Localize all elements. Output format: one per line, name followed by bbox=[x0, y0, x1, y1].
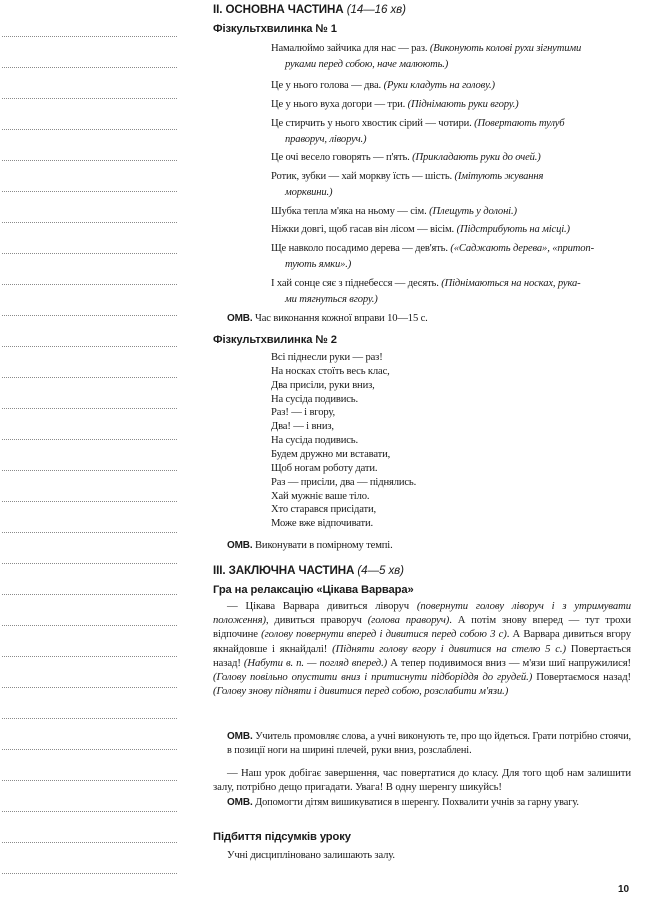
note-line bbox=[2, 625, 177, 626]
game-instruction: (повернути голову ліворуч і з утримувати положення) bbox=[213, 600, 631, 627]
exercise-text: Це стирчить у нього хвостик сірий — чотири. bbox=[271, 118, 475, 129]
fiz1-line bbox=[285, 58, 448, 71]
exercise-instruction: (Піднімаються на носках, рука- bbox=[441, 278, 581, 289]
exercise-instruction: (Піднімають руки вгору.) bbox=[407, 99, 519, 110]
note-line bbox=[2, 346, 177, 347]
game-text: Повертається назад! bbox=[213, 642, 631, 669]
note-line bbox=[2, 36, 177, 37]
omv-note-2 bbox=[227, 539, 393, 552]
note-line bbox=[2, 160, 177, 161]
poem-line: На сусіда подивись. bbox=[271, 393, 358, 405]
fiz1-line bbox=[285, 133, 366, 146]
section-heading-main bbox=[213, 3, 406, 16]
fiz1-line bbox=[271, 151, 541, 164]
note-line bbox=[2, 470, 177, 471]
exercise-text: Це очі весело говорять — п'ять. bbox=[271, 152, 413, 163]
note-line bbox=[2, 67, 177, 68]
omv-label: ОМВ. bbox=[227, 731, 253, 742]
subheading-fiz2: Фізкультхвилинка № 2 bbox=[213, 334, 337, 346]
game-text: А тепер подивимося вниз — м'язи шиї напружилися! bbox=[387, 656, 631, 669]
note-line bbox=[2, 873, 177, 874]
game-instruction: (голова праворуч) bbox=[367, 614, 450, 627]
poem-line: Всі піднесли руки — раз! bbox=[271, 352, 383, 363]
exercise-instruction: (Прикладають руки до очей.) bbox=[412, 152, 541, 163]
fiz1-line bbox=[271, 242, 594, 255]
poem-line: Два присіли, руки вниз, bbox=[271, 379, 375, 391]
note-line bbox=[2, 129, 177, 130]
note-line bbox=[2, 594, 177, 595]
note-line bbox=[2, 408, 177, 409]
section-title: III. ЗАКЛЮЧНА ЧАСТИНА bbox=[213, 564, 355, 577]
exercise-text: Це у нього голова — два. bbox=[271, 80, 384, 91]
game-instruction: (голову повернути вперед і дивитися перед собою 3 с) bbox=[261, 628, 507, 641]
note-line bbox=[2, 780, 177, 781]
note-line bbox=[2, 501, 177, 502]
omv-label: ОМВ. bbox=[227, 313, 253, 324]
fiz1-line bbox=[271, 98, 519, 111]
closing-paragraph: — Наш урок добігає завершення, час повертатися до класу. Для того щоб нам залишити залу, потрібно дещо пригадати. Увага! В одну шеренгу шикуйсь! bbox=[213, 767, 631, 794]
subheading-game: Гра на релаксацію «Цікава Варвара» bbox=[213, 584, 414, 596]
game-text: Повертаємося назад! bbox=[532, 671, 631, 684]
exercise-instruction: руками перед собою, наче малюють.) bbox=[285, 59, 449, 70]
notes-margin bbox=[0, 0, 180, 900]
omv-note-3 bbox=[227, 730, 631, 757]
note-line bbox=[2, 284, 177, 285]
fiz1-line bbox=[271, 277, 581, 290]
subheading-fiz1: Фізкультхвилинка № 1 bbox=[213, 23, 337, 35]
exercise-instruction: (Плещуть у долоні.) bbox=[429, 206, 517, 217]
exercise-text: Ніжки довгі, щоб гасав він лісом — вісім. bbox=[271, 224, 457, 235]
fiz1-line bbox=[285, 186, 332, 199]
poem-line: Два! — і вниз, bbox=[271, 421, 334, 433]
poem-line: Раз! — і вгору, bbox=[271, 407, 335, 419]
section-heading-final bbox=[213, 564, 404, 577]
exercise-instruction: (Підстрибують на місці.) bbox=[456, 224, 570, 235]
omv-label: ОМВ. bbox=[227, 540, 253, 551]
game-instruction: (Голову знову підняти і дивитися перед собою, розслабити м'язи.) bbox=[213, 685, 509, 698]
omv-note-1 bbox=[227, 312, 428, 325]
note-line bbox=[2, 563, 177, 564]
note-line bbox=[2, 191, 177, 192]
fiz1-line bbox=[271, 42, 581, 55]
note-line bbox=[2, 687, 177, 688]
omv-text: Учитель промовляє слова, а учні виконують те, про що йдеться. Грати потрібно стоячи, в позиції ноги на ширині плечей, руки вниз, розслаблені. bbox=[227, 731, 631, 756]
exercise-instruction: (Імітують жування bbox=[454, 171, 544, 182]
exercise-text: Ротик, зубки — хай моркву їсть — шість. bbox=[271, 171, 455, 182]
exercise-instruction: тують ямки».) bbox=[285, 259, 352, 270]
note-line bbox=[2, 315, 177, 316]
note-line bbox=[2, 842, 177, 843]
note-line bbox=[2, 811, 177, 812]
exercise-text: Шубка тепла м'яка на ньому — сім. bbox=[271, 206, 430, 217]
omv-note-4 bbox=[227, 796, 631, 810]
omv-label: ОМВ. bbox=[227, 797, 253, 808]
exercise-text: Намалюймо зайчика для нас — раз. bbox=[271, 43, 430, 54]
poem-line: Хто старався присідати, bbox=[271, 504, 377, 516]
exercise-text: Ще навколо посадимо дерева — дев'ять. bbox=[271, 243, 451, 254]
poem-line: Будем дружно ми вставати, bbox=[271, 448, 391, 460]
omv-text: Час виконання кожної вправи 10—15 с. bbox=[252, 313, 428, 324]
game-instruction: (Набути в. п. — погляд вперед.) bbox=[243, 656, 388, 669]
subheading-summary: Підбиття підсумків уроку bbox=[213, 831, 351, 843]
poem-line: Щоб ногам роботу дати. bbox=[271, 462, 378, 474]
poem-line: На носках стоїть весь клас, bbox=[271, 365, 390, 377]
exercise-instruction: ми тягнуться вгору.) bbox=[285, 294, 378, 305]
note-line bbox=[2, 377, 177, 378]
fiz1-line bbox=[271, 79, 495, 92]
fiz1-line bbox=[271, 170, 543, 183]
exercise-instruction: праворуч, ліворуч.) bbox=[285, 134, 367, 145]
exercise-text: Це у нього вуха догори — три. bbox=[271, 99, 408, 110]
note-line bbox=[2, 656, 177, 657]
poem-line: На сусіда подивись. bbox=[271, 435, 358, 447]
game-instruction: (Голову повільно опустити вниз і притиснути підборіддя до грудей.) bbox=[213, 671, 533, 684]
fiz1-line bbox=[285, 293, 378, 306]
exercise-instruction: (Повертають тулуб bbox=[474, 118, 565, 129]
note-line bbox=[2, 749, 177, 750]
fiz1-line bbox=[271, 205, 517, 218]
section-time: (14—16 хв) bbox=[346, 3, 406, 16]
exercise-text: І хай сонце сяє з піднебесся — десять. bbox=[271, 278, 442, 289]
exercise-instruction: (Виконують колові рухи зігнутими bbox=[429, 43, 582, 54]
poem-line: Може вже відпочивати. bbox=[271, 518, 374, 530]
exercise-instruction: (Руки кладуть на голову.) bbox=[383, 80, 495, 91]
page-number: 10 bbox=[618, 884, 630, 895]
section-title: II. ОСНОВНА ЧАСТИНА bbox=[213, 3, 344, 16]
omv-text: Виконувати в помірному темпі. bbox=[252, 540, 393, 551]
note-line bbox=[2, 532, 177, 533]
fiz1-line bbox=[271, 117, 565, 130]
game-text: , дивиться праворуч bbox=[265, 614, 368, 627]
fiz1-line bbox=[271, 223, 570, 236]
game-text: . А Варвара дивиться вгору якнайдовше і якнайдалі! bbox=[213, 628, 631, 655]
summary-text: Учні дисципліновано залишають залу. bbox=[227, 850, 395, 861]
poem-line: Раз — присіли, два — піднялись. bbox=[271, 476, 417, 488]
fiz1-line bbox=[285, 258, 351, 271]
game-text: — Цікава Варвара дивиться ліворуч bbox=[227, 600, 417, 612]
game-text: . А потім знову вперед — тут трохи відпочине bbox=[213, 614, 631, 641]
game-instruction: (Підняти голову вгору і дивитися на стелю 5 с.) bbox=[332, 642, 566, 655]
note-line bbox=[2, 98, 177, 99]
note-line bbox=[2, 439, 177, 440]
note-line bbox=[2, 718, 177, 719]
section-time: (4—5 хв) bbox=[357, 564, 404, 577]
note-line bbox=[2, 222, 177, 223]
exercise-instruction: морквини.) bbox=[285, 187, 333, 198]
exercise-instruction: («Саджають дерева», «притоп- bbox=[450, 243, 594, 254]
game-paragraph bbox=[213, 599, 631, 698]
omv-text: Допомогти дітям вишикуватися в шеренгу. Похвалити учнів за гарну увагу. bbox=[252, 797, 579, 808]
note-line bbox=[2, 253, 177, 254]
poem-line: Хай мужніє ваше тіло. bbox=[271, 490, 370, 502]
